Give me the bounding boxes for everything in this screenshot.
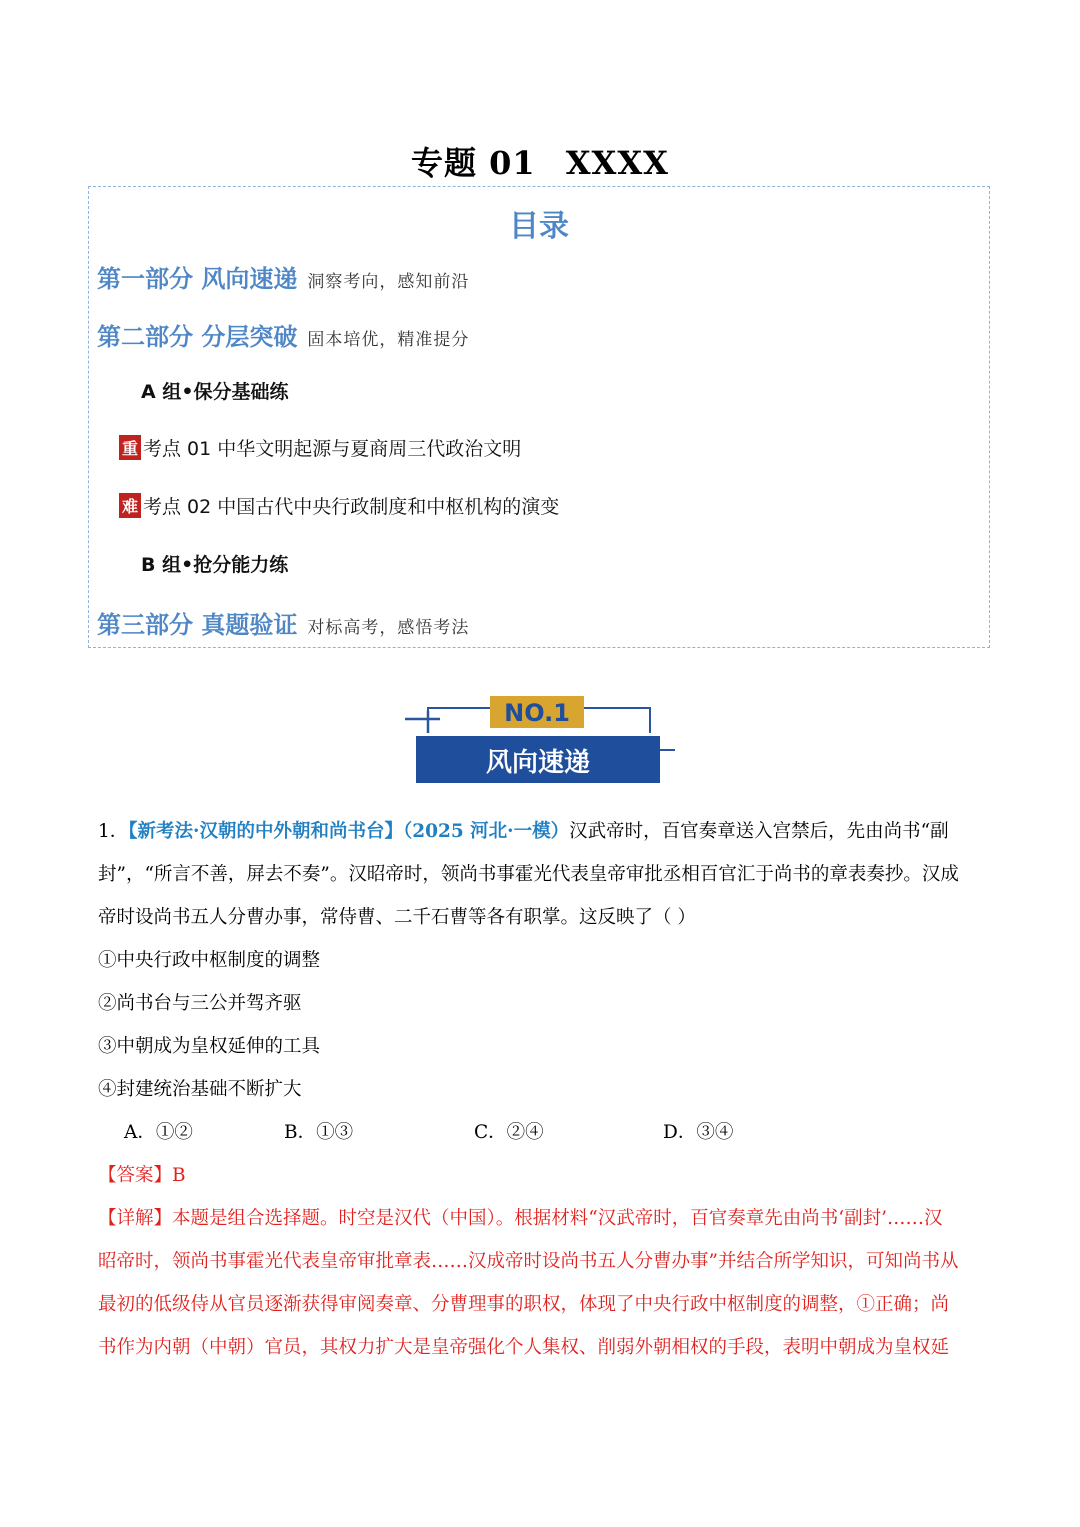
question-stem-1: 汉武帝时，百官奏章送入宫禁后，先由尚书“副 [569,821,949,842]
statement-item: ④封建统治基础不断扩大 [98,1079,302,1100]
option-d[interactable]: D．③④ [663,1122,734,1143]
toc-part-3-title: 第三部分 真题验证 [97,611,298,639]
section-banner [400,693,680,793]
statement-item: ②尚书台与三公并驾齐驱 [98,993,302,1014]
toc-group-a[interactable]: A 组•保分基础练 [141,381,289,403]
explanation-line: 【详解】本题是组合选择题。时空是汉代（中国）。根据材料“汉武帝时，百官奏章先由尚书‘副封’……汉 [98,1208,943,1229]
page-title [0,138,1080,184]
answer-text: 【答案】B [98,1165,186,1186]
title-prefix: 专题 01 [411,144,536,182]
table-of-contents [88,186,990,648]
option-a[interactable]: A．①② [124,1122,193,1143]
toc-heading: 目录 [509,209,569,244]
explanation-line: 昭帝时，领尚书事霍光代表皇帝审批章表……汉成帝时设尚书五人分曹办事”并结合所学知识，可知尚书从 [98,1251,959,1272]
banner-badge: NO.1 [504,699,570,727]
question-1 [98,810,988,1369]
toc-part-2-subtitle: 固本培优，精准提分 [307,330,470,350]
toc-keypoint-1[interactable] [119,434,521,461]
question-stem-line-1 [98,810,988,853]
explanation-line: 最初的低级侍从官员逐渐获得审阅奏章、分曹理事的职权，体现了中央行政中枢制度的调整，①正确；尚 [98,1294,950,1315]
question-stem-line-2: 封”，“所言不善，屏去不奏”。汉昭帝时，领尚书事霍光代表皇帝审批丞相百官汇于尚书的章表奏抄。汉成 [98,864,959,885]
toc-group-b[interactable]: B 组•抢分能力练 [141,554,289,576]
toc-keypoint-2[interactable] [119,492,559,519]
question-number: 1． [98,821,129,842]
toc-part-3[interactable] [97,605,469,640]
toc-part-1-subtitle: 洞察考向，感知前沿 [307,272,470,292]
statement-item: ③中朝成为皇权延伸的工具 [98,1036,321,1057]
toc-keypoint-2-text: 考点 02 中国古代中央行政制度和中枢机构的演变 [143,496,560,518]
option-b[interactable]: B．①③ [284,1122,354,1143]
toc-keypoint-1-text: 考点 01 中华文明起源与夏商周三代政治文明 [143,438,522,460]
question-source: 【新考法·汉朝的中外朝和尚书台】（2025 河北·一模） [128,821,570,842]
toc-part-1-title: 第一部分 风向速递 [97,265,298,293]
statement-item: ①中央行政中枢制度的调整 [98,950,321,971]
difficult-tag: 难 [119,493,141,518]
banner-label: 风向速递 [485,748,591,778]
explanation-line: 书作为内朝（中朝）官员，其权力扩大是皇帝强化个人集权、削弱外朝相权的手段，表明中朝成为皇权延 [98,1337,950,1358]
toc-part-2[interactable] [97,317,469,352]
toc-part-2-title: 第二部分 分层突破 [97,323,298,351]
key-tag: 重 [119,435,141,460]
question-stem-line-3: 帝时设尚书五人分曹办事，常侍曹、二千石曹等各有职掌。这反映了（ ） [98,907,696,928]
toc-part-3-subtitle: 对标高考，感悟考法 [307,618,470,638]
answer-options [98,1111,988,1154]
toc-part-1[interactable] [97,259,469,294]
option-c[interactable]: C．②④ [474,1122,544,1143]
title-main: XXXX [565,144,669,182]
